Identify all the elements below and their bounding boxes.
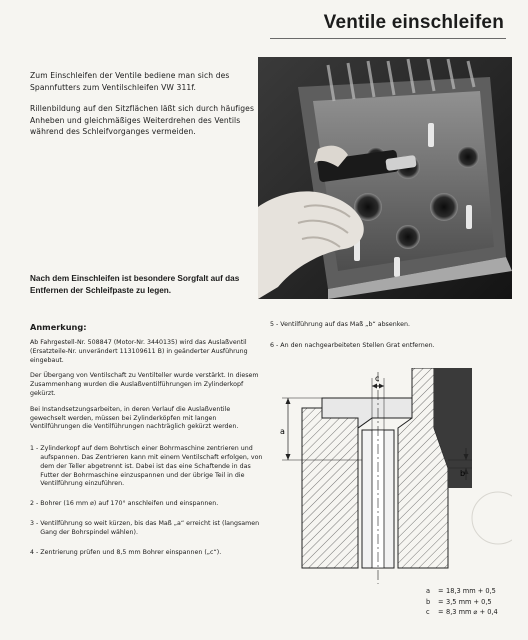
step-number: 4 - <box>30 548 41 556</box>
dimension-equals: = <box>438 597 444 606</box>
dimension-value: 18,3 mm + 0,5 <box>446 587 496 595</box>
step-4 <box>30 549 266 558</box>
dimension-key: c <box>426 608 430 616</box>
dimension-row-b <box>426 597 498 608</box>
dimension-row-a <box>426 586 498 597</box>
dimension-equals: = <box>438 608 444 616</box>
step-number: 1 - <box>30 445 41 453</box>
intro-text <box>30 70 254 148</box>
step-text: Zentrierung prüfen und 8,5 mm Bohrer einspannen („c“). <box>40 548 222 556</box>
note-paragraph-3: Bei Instandsetzungsarbeiten, in deren Verlauf die Auslaßventile gewechselt werden, müssen bei Zylinderköpfen mit langen Ventilführungen die Ventilführungen nachträglich gekürzt werden. <box>30 405 239 431</box>
step-text: An den nachgearbeiteten Stellen Grat entfernen. <box>280 341 435 349</box>
step-number: 2 - <box>30 500 41 508</box>
step-text: Ventilführung auf das Maß „b“ absenken. <box>280 321 410 328</box>
title-rule <box>270 38 506 39</box>
warning-note: Nach dem Einschleifen ist besondere Sorgfalt auf das Entfernen der Schleifpaste zu legen. <box>30 274 240 295</box>
dimension-row-c <box>426 607 498 618</box>
note-right-column <box>270 321 510 363</box>
step-1 <box>30 445 266 489</box>
step-text: Zylinderkopf auf dem Bohrtisch einer Bohrmaschine zentrieren und aufspannen. Das Zentrieren kann mit einem Ventilschaft erfolgen, von dem der Teller abgetrennt ist. Dabei ist das eine Schaftende in das Futter der Bohrmaschine einzuspannen und der übrige Teil in die Ventilführung einzuführen. <box>40 445 263 488</box>
dimension-label-c: c <box>375 374 380 383</box>
step-2 <box>30 500 266 509</box>
dimension-table <box>426 586 498 618</box>
dimension-key: a <box>426 587 431 595</box>
step-number: 6 - <box>270 341 281 349</box>
intro-paragraph-1: Zum Einschleifen der Ventile bediene man sich des Spannfutters zum Ventilschleifen VW 311f. <box>30 71 230 92</box>
note-left-column <box>30 339 266 568</box>
dimension-value: 8,3 mm ⌀ + 0,4 <box>446 608 498 616</box>
note-paragraph-1: Ab Fahrgestell-Nr. 508847 (Motor-Nr. 3440135) wird das Auslaßventil (Ersatzteile-Nr. unverändert 113109611 B) in geänderter Ausführung eingebaut. <box>30 339 248 364</box>
valve-guide-section-drawing <box>262 368 512 588</box>
dimension-label-a: a <box>280 427 285 436</box>
step-6 <box>270 342 510 351</box>
step-text: Bohrer (16 mm ⌀) auf 170° anschleifen und einspannen. <box>40 500 219 508</box>
valve-grinding-photo <box>258 57 512 299</box>
step-text: Ventilführung so weit kürzen, bis das Maß „a“ erreicht ist (langsamen Gang der Bohrspindel wählen). <box>40 519 260 536</box>
note-paragraph-2: Der Übergang von Ventilschaft zu Ventilteller wurde verstärkt. In diesem Zusammenhang wurden die Auslaßventilführungen im Zylinderkopf gekürzt. <box>30 372 259 397</box>
page-title: Ventile einschleifen <box>323 12 504 33</box>
step-3 <box>30 520 266 538</box>
step-number: 5 - <box>270 321 281 328</box>
dimension-equals: = <box>438 587 444 595</box>
dimension-value: 3,5 mm + 0,5 <box>446 597 492 606</box>
note-heading: Anmerkung: <box>30 322 87 332</box>
step-5 <box>270 321 510 330</box>
step-number: 3 - <box>30 519 41 527</box>
dimension-label-b: b <box>460 469 466 478</box>
dimension-key: b <box>426 597 431 606</box>
intro-paragraph-2: Rillenbildung auf den Sitzflächen läßt sich durch häufiges Anheben und gleichmäßiges Weiterdrehen des Ventils während des Schleifvorganges vermeiden. <box>30 104 255 136</box>
